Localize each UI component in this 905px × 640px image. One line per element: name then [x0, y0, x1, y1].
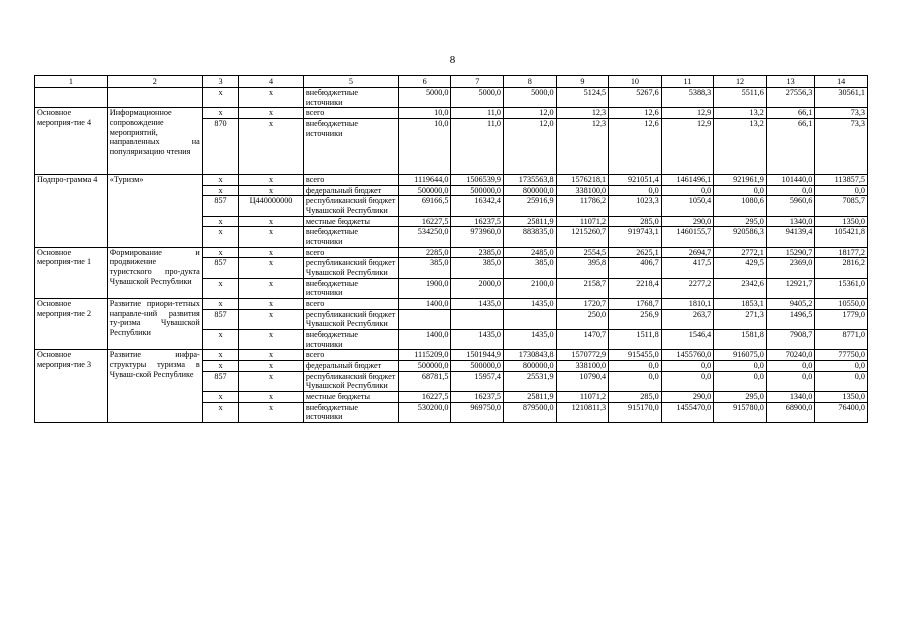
table-row	[35, 350, 868, 361]
value-cell: 395,8	[556, 258, 609, 278]
funding-source-cell: федеральный бюджет	[303, 361, 398, 372]
col-header: 1	[35, 76, 108, 88]
value-cell: 500000,0	[398, 185, 451, 196]
value-cell: 1350,0	[815, 392, 868, 403]
value-cell: 1435,0	[451, 299, 504, 310]
activity-name-cell: Основное мероприя-тие 1	[35, 247, 108, 298]
value-cell: 1340,0	[766, 216, 815, 227]
target-article-cell: х	[239, 371, 304, 391]
activity-name-cell: Основное мероприя-тие 4	[35, 108, 108, 175]
grbs-code-cell: 870	[202, 119, 238, 175]
grbs-code-cell: х	[202, 108, 238, 119]
value-cell: 1501944,9	[451, 350, 504, 361]
value-cell: 1768,7	[609, 299, 662, 310]
target-article-cell: х	[239, 247, 304, 258]
col-header: 14	[815, 76, 868, 88]
value-cell: 10790,4	[556, 371, 609, 391]
grbs-code-cell: 857	[202, 309, 238, 329]
activity-description-cell: «Туризм»	[107, 175, 202, 248]
target-article-cell: х	[239, 88, 304, 108]
target-article-cell: х	[239, 350, 304, 361]
value-cell: 429,5	[714, 258, 767, 278]
col-header: 4	[239, 76, 304, 88]
value-cell: 10,0	[398, 108, 451, 119]
value-cell: 5388,3	[661, 88, 714, 108]
funding-source-cell: республиканский бюджет Чувашской Республики	[303, 258, 398, 278]
value-cell	[451, 309, 504, 329]
value-cell: 2100,0	[504, 278, 557, 298]
funding-source-cell: федеральный бюджет	[303, 185, 398, 196]
grbs-code-cell: 857	[202, 371, 238, 391]
value-cell: 1435,0	[504, 330, 557, 350]
value-cell: 0,0	[815, 371, 868, 391]
value-cell: 0,0	[609, 361, 662, 372]
activity-name-cell: Основное мероприя-тие 2	[35, 299, 108, 350]
value-cell: 1496,5	[766, 309, 815, 329]
funding-source-cell: республиканский бюджет Чувашской Республики	[303, 371, 398, 391]
funding-source-cell: внебюджетные источники	[303, 88, 398, 108]
table-row	[35, 88, 868, 108]
value-cell: 2285,0	[398, 247, 451, 258]
funding-source-cell: всего	[303, 299, 398, 310]
funding-source-cell: всего	[303, 247, 398, 258]
value-cell: 1400,0	[398, 330, 451, 350]
funding-source-cell: внебюджетные источники	[303, 402, 398, 422]
grbs-code-cell: х	[202, 361, 238, 372]
grbs-code-cell: х	[202, 227, 238, 247]
table-row	[35, 175, 868, 186]
funding-source-cell: республиканский бюджет Чувашской Республики	[303, 309, 398, 329]
value-cell: 920586,3	[714, 227, 767, 247]
value-cell: 12,9	[661, 119, 714, 175]
activity-description-cell: Развитие приори-тетных направле-ний развития ту-ризма Чувашской Республики	[107, 299, 202, 350]
value-cell: 73,3	[815, 119, 868, 175]
value-cell: 16342,4	[451, 196, 504, 216]
target-article-cell: х	[239, 330, 304, 350]
value-cell: 12,0	[504, 119, 557, 175]
value-cell: 66,1	[766, 119, 815, 175]
target-article-cell: х	[239, 392, 304, 403]
value-cell: 338100,0	[556, 185, 609, 196]
grbs-code-cell: х	[202, 216, 238, 227]
grbs-code-cell: х	[202, 247, 238, 258]
target-article-cell: х	[239, 361, 304, 372]
value-cell: 1050,4	[661, 196, 714, 216]
target-article-cell: х	[239, 175, 304, 186]
value-cell: 0,0	[766, 371, 815, 391]
grbs-code-cell: х	[202, 392, 238, 403]
funding-source-cell: внебюджетные источники	[303, 119, 398, 175]
activity-name-cell: Основное мероприя-тие 3	[35, 350, 108, 423]
table-row	[35, 247, 868, 258]
funding-source-cell: всего	[303, 108, 398, 119]
value-cell: 530200,0	[398, 402, 451, 422]
value-cell: 295,0	[714, 216, 767, 227]
value-cell: 2554,5	[556, 247, 609, 258]
value-cell: 1576218,1	[556, 175, 609, 186]
col-header: 12	[714, 76, 767, 88]
value-cell: 921051,4	[609, 175, 662, 186]
value-cell: 101440,0	[766, 175, 815, 186]
value-cell: 77750,0	[815, 350, 868, 361]
value-cell: 12,0	[504, 108, 557, 119]
value-cell: 13,2	[714, 108, 767, 119]
value-cell: 2277,2	[661, 278, 714, 298]
value-cell: 68781,5	[398, 371, 451, 391]
col-header: 6	[398, 76, 451, 88]
value-cell: 69166,5	[398, 196, 451, 216]
value-cell: 12,3	[556, 108, 609, 119]
col-header: 7	[451, 76, 504, 88]
value-cell: 295,0	[714, 392, 767, 403]
activity-name-cell: Подпро-грамма 4	[35, 175, 108, 248]
value-cell: 15290,7	[766, 247, 815, 258]
funding-source-cell: республиканский бюджет Чувашской Республики	[303, 196, 398, 216]
value-cell	[398, 309, 451, 329]
value-cell: 1340,0	[766, 392, 815, 403]
funding-source-cell: всего	[303, 350, 398, 361]
value-cell: 1400,0	[398, 299, 451, 310]
funding-source-cell: внебюджетные источники	[303, 227, 398, 247]
value-cell: 25531,9	[504, 371, 557, 391]
value-cell: 5000,0	[451, 88, 504, 108]
value-cell: 12,9	[661, 108, 714, 119]
col-header: 5	[303, 76, 398, 88]
value-cell: 500000,0	[451, 185, 504, 196]
value-cell: 385,0	[451, 258, 504, 278]
activity-description-cell	[107, 88, 202, 108]
value-cell: 5000,0	[504, 88, 557, 108]
value-cell: 263,7	[661, 309, 714, 329]
table-row	[35, 108, 868, 119]
value-cell: 915170,0	[609, 402, 662, 422]
value-cell: 0,0	[714, 185, 767, 196]
value-cell: 1350,0	[815, 216, 868, 227]
value-cell: 1080,6	[714, 196, 767, 216]
value-cell: 1810,1	[661, 299, 714, 310]
value-cell: 250,0	[556, 309, 609, 329]
value-cell: 16227,5	[398, 216, 451, 227]
value-cell: 68900,0	[766, 402, 815, 422]
funding-source-cell: местные бюджеты	[303, 216, 398, 227]
value-cell: 30561,1	[815, 88, 868, 108]
grbs-code-cell: 857	[202, 196, 238, 216]
target-article-cell: х	[239, 227, 304, 247]
activity-description-cell: Формирование и продвижение туристского про-дукта Чувашской Республики	[107, 247, 202, 298]
value-cell: 285,0	[609, 392, 662, 403]
target-article-cell: х	[239, 185, 304, 196]
value-cell: 1215260,7	[556, 227, 609, 247]
value-cell: 1581,8	[714, 330, 767, 350]
value-cell: 2772,1	[714, 247, 767, 258]
col-header: 9	[556, 76, 609, 88]
value-cell: 10550,0	[815, 299, 868, 310]
value-cell: 0,0	[714, 361, 767, 372]
value-cell: 2369,0	[766, 258, 815, 278]
target-article-cell: х	[239, 119, 304, 175]
value-cell: 919743,1	[609, 227, 662, 247]
value-cell: 500000,0	[451, 361, 504, 372]
value-cell: 1470,7	[556, 330, 609, 350]
value-cell: 1900,0	[398, 278, 451, 298]
target-article-cell: х	[239, 216, 304, 227]
value-cell: 15957,4	[451, 371, 504, 391]
value-cell: 0,0	[766, 185, 815, 196]
value-cell: 94139,4	[766, 227, 815, 247]
value-cell: 915780,0	[714, 402, 767, 422]
value-cell: 12,6	[609, 119, 662, 175]
value-cell: 0,0	[661, 185, 714, 196]
col-header: 10	[609, 76, 662, 88]
value-cell: 66,1	[766, 108, 815, 119]
value-cell: 500000,0	[398, 361, 451, 372]
value-cell: 534250,0	[398, 227, 451, 247]
value-cell: 2000,0	[451, 278, 504, 298]
value-cell: 7908,7	[766, 330, 815, 350]
value-cell: 417,5	[661, 258, 714, 278]
value-cell: 800000,0	[504, 361, 557, 372]
grbs-code-cell: х	[202, 299, 238, 310]
value-cell: 290,0	[661, 216, 714, 227]
value-cell: 15361,0	[815, 278, 868, 298]
value-cell: 113857,5	[815, 175, 868, 186]
value-cell: 0,0	[661, 361, 714, 372]
value-cell: 0,0	[609, 185, 662, 196]
value-cell: 0,0	[661, 371, 714, 391]
value-cell: 2816,2	[815, 258, 868, 278]
value-cell: 0,0	[766, 361, 815, 372]
value-cell: 27556,3	[766, 88, 815, 108]
value-cell: 1460155,7	[661, 227, 714, 247]
value-cell: 16227,5	[398, 392, 451, 403]
value-cell: 10,0	[398, 119, 451, 175]
value-cell: 1511,8	[609, 330, 662, 350]
value-cell: 5511,6	[714, 88, 767, 108]
value-cell: 12,6	[609, 108, 662, 119]
value-cell: 256,9	[609, 309, 662, 329]
col-header: 2	[107, 76, 202, 88]
value-cell: 12921,7	[766, 278, 815, 298]
value-cell: 9405,2	[766, 299, 815, 310]
col-header: 13	[766, 76, 815, 88]
target-article-cell: х	[239, 309, 304, 329]
value-cell: 1435,0	[504, 299, 557, 310]
value-cell: 973960,0	[451, 227, 504, 247]
value-cell: 11071,2	[556, 216, 609, 227]
value-cell: 1506539,9	[451, 175, 504, 186]
value-cell: 0,0	[815, 361, 868, 372]
value-cell: 406,7	[609, 258, 662, 278]
value-cell: 1730843,8	[504, 350, 557, 361]
target-article-cell: х	[239, 402, 304, 422]
value-cell: 7085,7	[815, 196, 868, 216]
value-cell: 11071,2	[556, 392, 609, 403]
value-cell: 338100,0	[556, 361, 609, 372]
grbs-code-cell: х	[202, 350, 238, 361]
value-cell: 915455,0	[609, 350, 662, 361]
value-cell: 1570772,9	[556, 350, 609, 361]
grbs-code-cell: х	[202, 175, 238, 186]
grbs-code-cell: х	[202, 402, 238, 422]
value-cell: 2694,7	[661, 247, 714, 258]
value-cell: 2158,7	[556, 278, 609, 298]
value-cell: 879500,0	[504, 402, 557, 422]
value-cell: 25811,9	[504, 216, 557, 227]
value-cell: 290,0	[661, 392, 714, 403]
value-cell: 1115209,0	[398, 350, 451, 361]
value-cell: 1023,3	[609, 196, 662, 216]
value-cell: 385,0	[398, 258, 451, 278]
value-cell: 1779,0	[815, 309, 868, 329]
grbs-code-cell: х	[202, 330, 238, 350]
target-article-cell: Ц440000000	[239, 196, 304, 216]
value-cell: 11786,2	[556, 196, 609, 216]
value-cell	[504, 309, 557, 329]
value-cell: 1461496,1	[661, 175, 714, 186]
value-cell: 11,0	[451, 108, 504, 119]
col-header: 8	[504, 76, 557, 88]
value-cell: 921961,9	[714, 175, 767, 186]
value-cell: 2485,0	[504, 247, 557, 258]
value-cell: 800000,0	[504, 185, 557, 196]
value-cell: 2218,4	[609, 278, 662, 298]
grbs-code-cell: х	[202, 278, 238, 298]
header-row	[35, 76, 868, 88]
target-article-cell: х	[239, 299, 304, 310]
value-cell: 8771,0	[815, 330, 868, 350]
funding-source-cell: всего	[303, 175, 398, 186]
funding-source-cell: внебюджетные источники	[303, 330, 398, 350]
value-cell: 70240,0	[766, 350, 815, 361]
value-cell: 271,3	[714, 309, 767, 329]
budget-table	[34, 75, 868, 423]
grbs-code-cell: 857	[202, 258, 238, 278]
target-article-cell: х	[239, 278, 304, 298]
funding-source-cell: внебюджетные источники	[303, 278, 398, 298]
value-cell: 0,0	[815, 185, 868, 196]
value-cell: 16237,5	[451, 392, 504, 403]
value-cell: 16237,5	[451, 216, 504, 227]
value-cell: 5124,5	[556, 88, 609, 108]
value-cell: 25916,9	[504, 196, 557, 216]
value-cell: 883835,0	[504, 227, 557, 247]
grbs-code-cell: х	[202, 88, 238, 108]
target-article-cell: х	[239, 108, 304, 119]
value-cell: 25811,9	[504, 392, 557, 403]
value-cell: 12,3	[556, 119, 609, 175]
value-cell: 5267,6	[609, 88, 662, 108]
value-cell: 18177,2	[815, 247, 868, 258]
value-cell: 1119644,0	[398, 175, 451, 186]
value-cell: 2342,6	[714, 278, 767, 298]
value-cell: 285,0	[609, 216, 662, 227]
value-cell: 916075,0	[714, 350, 767, 361]
grbs-code-cell: х	[202, 185, 238, 196]
activity-description-cell: Информационное сопровождение мероприятий, направленных на популяризацию чтения	[107, 108, 202, 175]
value-cell: 385,0	[504, 258, 557, 278]
value-cell: 11,0	[451, 119, 504, 175]
target-article-cell: х	[239, 258, 304, 278]
col-header: 3	[202, 76, 238, 88]
value-cell: 1210811,3	[556, 402, 609, 422]
value-cell: 73,3	[815, 108, 868, 119]
value-cell: 76400,0	[815, 402, 868, 422]
value-cell: 1435,0	[451, 330, 504, 350]
activity-description-cell: Развитие инфра-структуры туризма в Чуваш-ской Республике	[107, 350, 202, 423]
value-cell: 0,0	[714, 371, 767, 391]
value-cell: 1720,7	[556, 299, 609, 310]
funding-source-cell: местные бюджеты	[303, 392, 398, 403]
activity-name-cell	[35, 88, 108, 108]
page-number: 8	[449, 54, 456, 66]
value-cell: 0,0	[609, 371, 662, 391]
value-cell: 2385,0	[451, 247, 504, 258]
value-cell: 5000,0	[398, 88, 451, 108]
value-cell: 969750,0	[451, 402, 504, 422]
table-row	[35, 299, 868, 310]
value-cell: 13,2	[714, 119, 767, 175]
value-cell: 5960,6	[766, 196, 815, 216]
col-header: 11	[661, 76, 714, 88]
value-cell: 1735563,8	[504, 175, 557, 186]
value-cell: 1455760,0	[661, 350, 714, 361]
value-cell: 105421,8	[815, 227, 868, 247]
value-cell: 1455470,0	[661, 402, 714, 422]
value-cell: 1546,4	[661, 330, 714, 350]
value-cell: 1853,1	[714, 299, 767, 310]
value-cell: 2625,1	[609, 247, 662, 258]
